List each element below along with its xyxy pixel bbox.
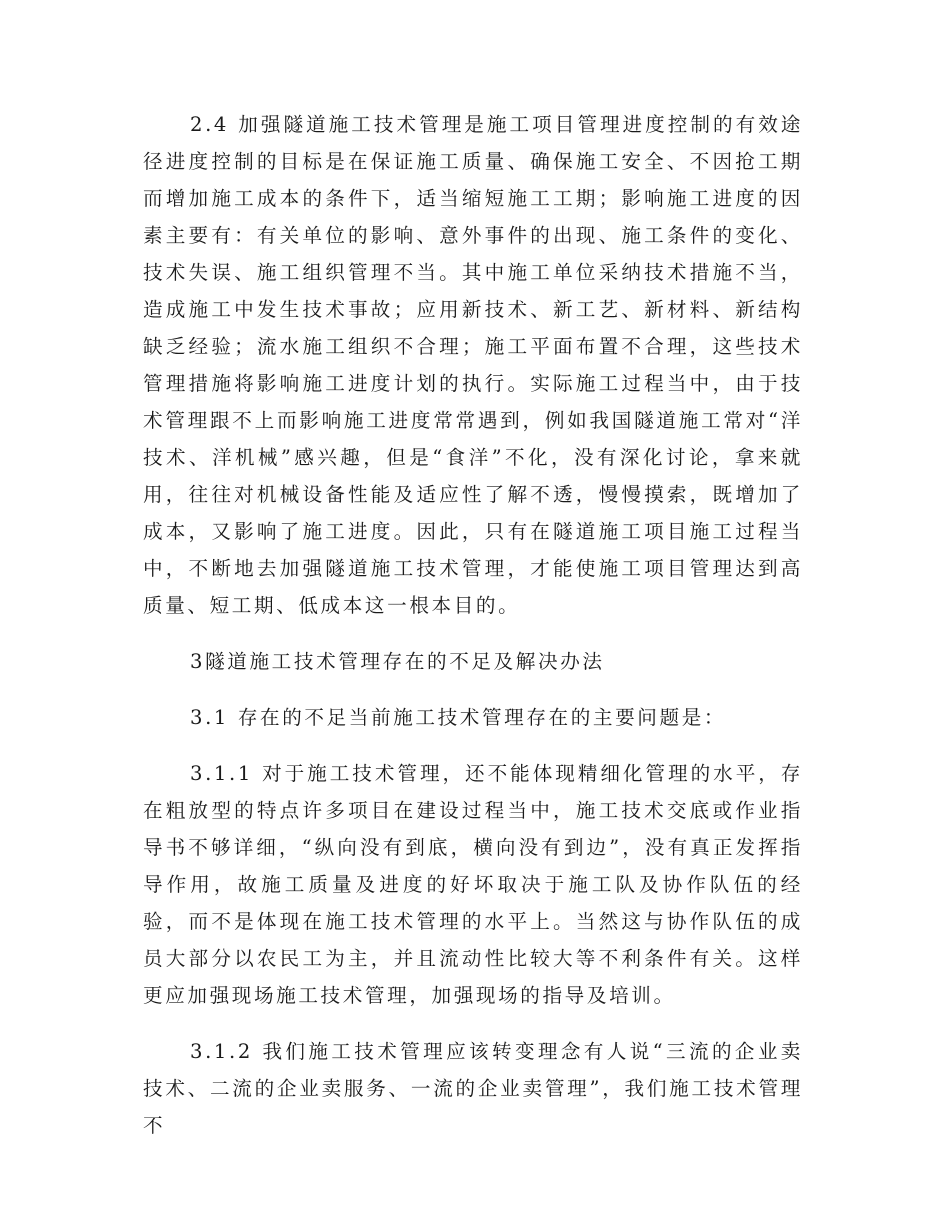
paragraph-2-4: 2.4 加强隧道施工技术管理是施工项目管理进度控制的有效途径进度控制的目标是在保证施工质量、确保施工安全、不因抢工期而增加施工成本的条件下，适当缩短施工工期；影响施工进度的因素主要有：有关单位的影响、意外事件的出现、施工条件的变化、技术失误、施工组织管理不当。其中施工单位采纳技术措施不当，造成施工中发生技术事故；应用新技术、新工艺、新材料、新结构缺乏经验；流水施工组织不合理；施工平面布置不合理，这些技术管理措施将影响施工进度计划的执行。实际施工过程当中，由于技术管理跟不上而影响施工进度常常遇到，例如我国隧道施工常对“洋技术、洋机械”感兴趣，但是“食洋”不化，没有深化讨论，拿来就用，往往对机械设备性能及适应性了解不透，慢慢摸索，既增加了成本，又影响了施工进度。因此，只有在隧道施工项目施工过程当中，不断地去加强隧道施工技术管理，才能使施工项目管理达到高质量、短工期、低成本这一根本目的。 bbox=[143, 113, 803, 617]
paragraph-3-1-1: 3.1.1 对于施工技术管理，还不能体现精细化管理的水平，存在粗放型的特点许多项目在建设过程当中，施工技术交底或作业指导书不够详细，“纵向没有到底，横向没有到边”，没有真正发挥指导作用，故施工质量及进度的好坏取决于施工队及协作队伍的经验，而不是体现在施工技术管理的水平上。当然这与协作队伍的成员大部分以农民工为主，并且流动性比较大等不利条件有关。这样更应加强现场施工技术管理，加强现场的指导及培训。 bbox=[143, 762, 803, 1007]
paragraph-3-1: 3.1 存在的不足当前施工技术管理存在的主要问题是： bbox=[190, 706, 727, 729]
section-heading-3: 3隧道施工技术管理存在的不足及解决办法 bbox=[190, 650, 605, 673]
document-body bbox=[143, 106, 803, 1163]
paragraph-3-1-2: 3.1.2 我们施工技术管理应该转变理念有人说“三流的企业卖技术、二流的企业卖服务、一流的企业卖管理”，我们施工技术管理不 bbox=[143, 1040, 803, 1137]
